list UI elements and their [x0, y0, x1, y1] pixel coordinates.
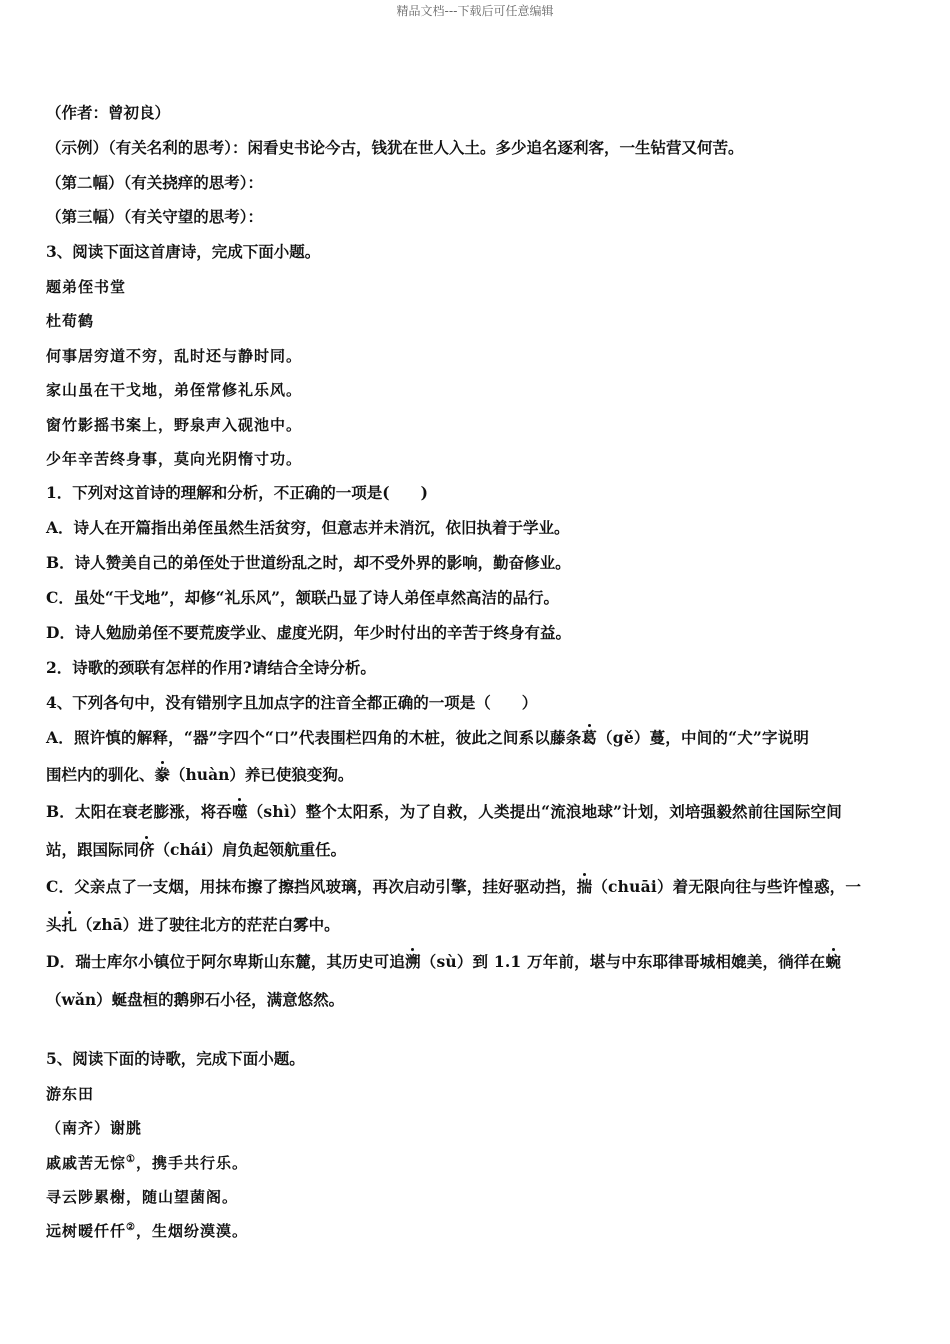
text-span: （chuāi）着无限向往与些许惶惑，一	[592, 877, 862, 896]
footnote-marker: ②	[126, 1222, 136, 1233]
poem-2-line-1	[46, 1153, 248, 1173]
poem-title: 题弟侄书堂	[46, 278, 127, 296]
question-3-1: 1．下列对这首诗的理解和分析，不正确的一项是( )	[46, 483, 428, 502]
q4-option-b-line1	[46, 802, 842, 822]
option-b: B．诗人赞美自己的弟侄处于世道纷乱之时，却不受外界的影响，勤奋修业。	[46, 553, 571, 572]
q4-option-c-line2	[46, 915, 340, 935]
question-3-heading: 3、阅读下面这首唐诗，完成下面小题。	[46, 242, 321, 261]
poem-line: 家山虽在干戈地，弟侄常修礼乐风。	[46, 381, 303, 399]
second-picture-line: （第二幅）（有关挠痒的思考）：	[46, 173, 264, 192]
dotted-char: 噬	[232, 802, 248, 821]
third-picture-line: （第三幅）（有关守望的思考）：	[46, 207, 264, 226]
question-3-2: 2．诗歌的颈联有怎样的作用?请结合全诗分析。	[46, 658, 376, 677]
dotted-char: 扎	[61, 915, 78, 934]
q4-option-a-line1	[46, 728, 809, 748]
poem-2-line-3	[46, 1221, 248, 1241]
q4-option-b-line2	[46, 840, 346, 860]
q4-option-a-line2	[46, 765, 353, 785]
text-span: 戚戚苦无悰	[46, 1154, 127, 1172]
q4-option-d-line2: （wǎn）蜒盘桓的鹅卵石小径，满意悠然。	[46, 990, 345, 1009]
option-a: A．诗人在开篇指出弟侄虽然生活贫穷，但意志并未消沉，依旧执着于学业。	[46, 518, 570, 537]
text-span: 围栏内的驯化、	[46, 765, 155, 784]
q4-option-c-line1	[46, 877, 861, 897]
dotted-char: 豢	[154, 765, 171, 784]
text-span: （sù）到 1.1 万年前，堪与中东耶律哥城相媲美，徜徉在	[420, 952, 826, 971]
text-span: （gě）蔓，中间的“犬”字说明	[597, 728, 810, 747]
text-span: B．太阳在衰老膨涨，将吞	[46, 802, 233, 821]
text-span: ，生烟纷漠漠。	[135, 1222, 248, 1240]
text-span: （shì）整个太阳系，为了自救，人类提出“流浪地球”计划，刘培强毅然前往国际空间	[247, 802, 842, 821]
text-span: 远树暧仟仟	[46, 1222, 127, 1240]
dotted-char: 溯	[405, 952, 421, 971]
poem-2-title: 游东田	[46, 1085, 95, 1103]
poem-2-author: （南齐）谢朓	[46, 1119, 143, 1137]
question-4-heading: 4、下列各句中，没有错别字且加点字的注音全都正确的一项是（ ）	[46, 693, 538, 712]
poem-line: 窗竹影摇书案上，野泉声入砚池中。	[46, 416, 303, 434]
dotted-char: 蜿	[825, 952, 842, 971]
watermark: 精品文档---下载后可任意编辑	[396, 4, 554, 18]
text-span: 站，跟国际同	[46, 840, 140, 859]
author-credit: （作者：曾初良）	[46, 103, 171, 122]
dotted-char: 葛	[581, 728, 598, 747]
option-c: C．虽处“干戈地”，却修“礼乐风”，颔联凸显了诗人弟侄卓然高洁的品行。	[46, 588, 560, 607]
poem-line: 少年辛苦终身事，莫向光阴惰寸功。	[46, 450, 303, 468]
text-span: D．瑞士库尔小镇位于阿尔卑斯山东麓，其历史可追	[46, 952, 406, 971]
footnote-marker: ①	[126, 1154, 136, 1165]
text-span: C．父亲点了一支烟，用抹布擦了擦挡风玻璃，再次启动引擎，挂好驱动挡，	[46, 877, 577, 896]
dotted-char: 侪	[139, 840, 155, 859]
text-span: （zhā）进了驶往北方的茫茫白雾中。	[77, 915, 340, 934]
q4-option-d-line1	[46, 952, 841, 972]
text-span: A．照许慎的解释，“器”字四个“口”代表围栏四角的木桩，彼此之间系以藤条	[46, 728, 582, 747]
text-span: ，携手共行乐。	[135, 1154, 248, 1172]
dotted-char: 揣	[576, 877, 593, 896]
poem-line: 何事居穷道不穷，乱时还与静时同。	[46, 347, 303, 365]
poem-2-line-2: 寻云陟累榭，随山望菌阁。	[46, 1188, 239, 1206]
text-span: （chái）肩负起领航重任。	[154, 840, 347, 859]
option-d: D．诗人勉励弟侄不要荒废学业、虚度光阴，年少时付出的辛苦于终身有益。	[46, 623, 571, 642]
text-span: （huàn）养已使狼变狗。	[170, 765, 354, 784]
text-span: 头	[46, 915, 62, 934]
example-line: （示例）（有关名利的思考）：闲看史书论今古，钱犹在世人入土。多少追名逐利客，一生钻营又何苦。	[46, 138, 744, 157]
poem-author: 杜荀鹤	[46, 312, 95, 330]
question-5-heading: 5、阅读下面的诗歌，完成下面小题。	[46, 1049, 305, 1068]
